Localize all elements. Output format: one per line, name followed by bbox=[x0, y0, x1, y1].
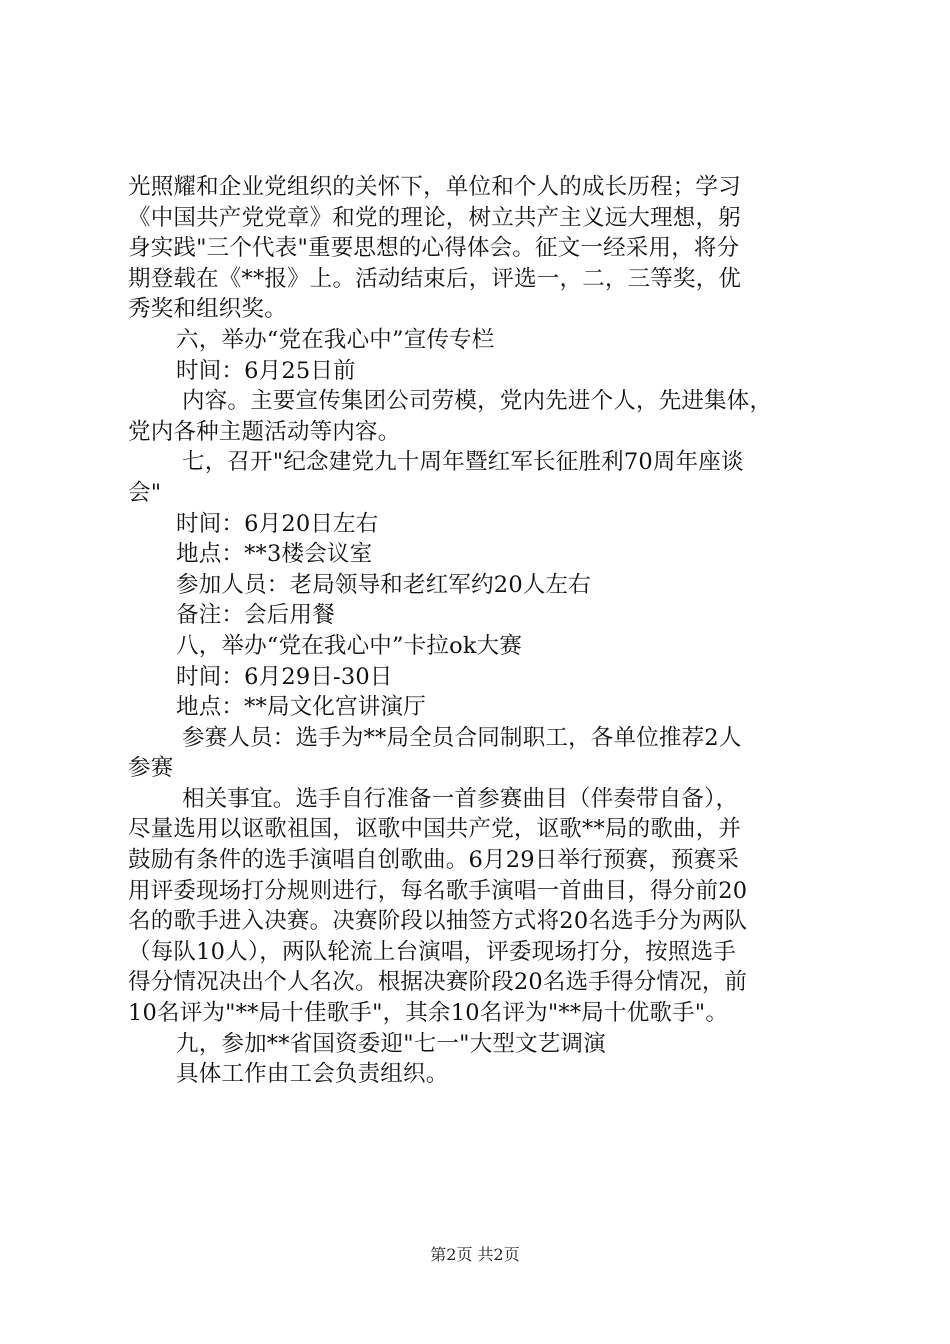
text-line: 时间：6月20日左右 bbox=[176, 510, 379, 537]
text-line: 名的歌手进入决赛。决赛阶段以抽签方式将20名选手分为两队 bbox=[128, 908, 748, 935]
text-line: （每队10人），两队轮流上台演唱，评委现场打分，按照选手 bbox=[128, 938, 736, 965]
text-line: 备注：会后用餐 bbox=[176, 602, 335, 629]
text-line: 用评委现场打分规则进行，每名歌手演唱一首曲目，得分前20 bbox=[128, 877, 748, 904]
document-body bbox=[128, 172, 838, 1090]
text-line: 地点：**局文化宫讲演厅 bbox=[176, 694, 426, 721]
text-line: 尽量选用以讴歌祖国，讴歌中国共产党，讴歌**局的歌曲，并 bbox=[128, 816, 742, 843]
text-line: 地点：**3楼会议室 bbox=[176, 541, 373, 568]
text-line: 秀奖和组织奖。 bbox=[128, 296, 287, 323]
section-heading: 六，举办“党在我心中”宣传专栏 bbox=[176, 326, 495, 353]
section-heading: 九，参加**省国资委迎"七一"大型文艺调演 bbox=[176, 1030, 606, 1057]
section-heading: 八，举办“党在我心中”卡拉ok大赛 bbox=[176, 632, 523, 659]
text-line: 10名评为"**局十佳歌手"，其余10名评为"**局十优歌手"。 bbox=[128, 1000, 729, 1027]
text-line: 鼓励有条件的选手演唱自创歌曲。6月29日举行预赛，预赛采 bbox=[128, 847, 740, 874]
text-line: 相关事宜。选手自行准备一首参赛曲目（伴奏带自备）， bbox=[182, 785, 739, 812]
page-number-footer: 第2页 共2页 bbox=[430, 1245, 520, 1264]
text-line: 期登载在《**报》上。活动结束后，评选一，二，三等奖，优 bbox=[128, 265, 742, 292]
text-line: 时间：6月25日前 bbox=[176, 357, 356, 384]
section-heading: 七，召开"纪念建党九十周年暨红军长征胜利70周年座谈 bbox=[182, 449, 744, 476]
text-line: 参赛人员：选手为**局全员合同制职工，各单位推荐2人 bbox=[182, 724, 742, 751]
text-line: 参赛 bbox=[128, 755, 174, 782]
text-line: 得分情况决出个人名次。根据决赛阶段20名选手得分情况，前 bbox=[128, 969, 748, 996]
text-line: 具体工作由工会负责组织。 bbox=[176, 1061, 449, 1088]
text-line: 参加人员：老局领导和老红军约20人左右 bbox=[176, 571, 591, 598]
text-line: 身实践"三个代表"重要思想的心得体会。征文一经采用，将分 bbox=[128, 235, 740, 262]
text-line: 《中国共产党党章》和党的理论，树立共产主义远大理想，躬 bbox=[128, 204, 741, 231]
text-line: 党内各种主题活动等内容。 bbox=[128, 418, 401, 445]
text-line: 时间：6月29日-30日 bbox=[176, 663, 393, 690]
text-line: 光照耀和企业党组织的关怀下，单位和个人的成长历程；学习 bbox=[128, 174, 741, 200]
text-line: 内容。主要宣传集团公司劳模，党内先进个人，先进集体， bbox=[182, 388, 773, 415]
text-line: 会" bbox=[128, 479, 162, 506]
